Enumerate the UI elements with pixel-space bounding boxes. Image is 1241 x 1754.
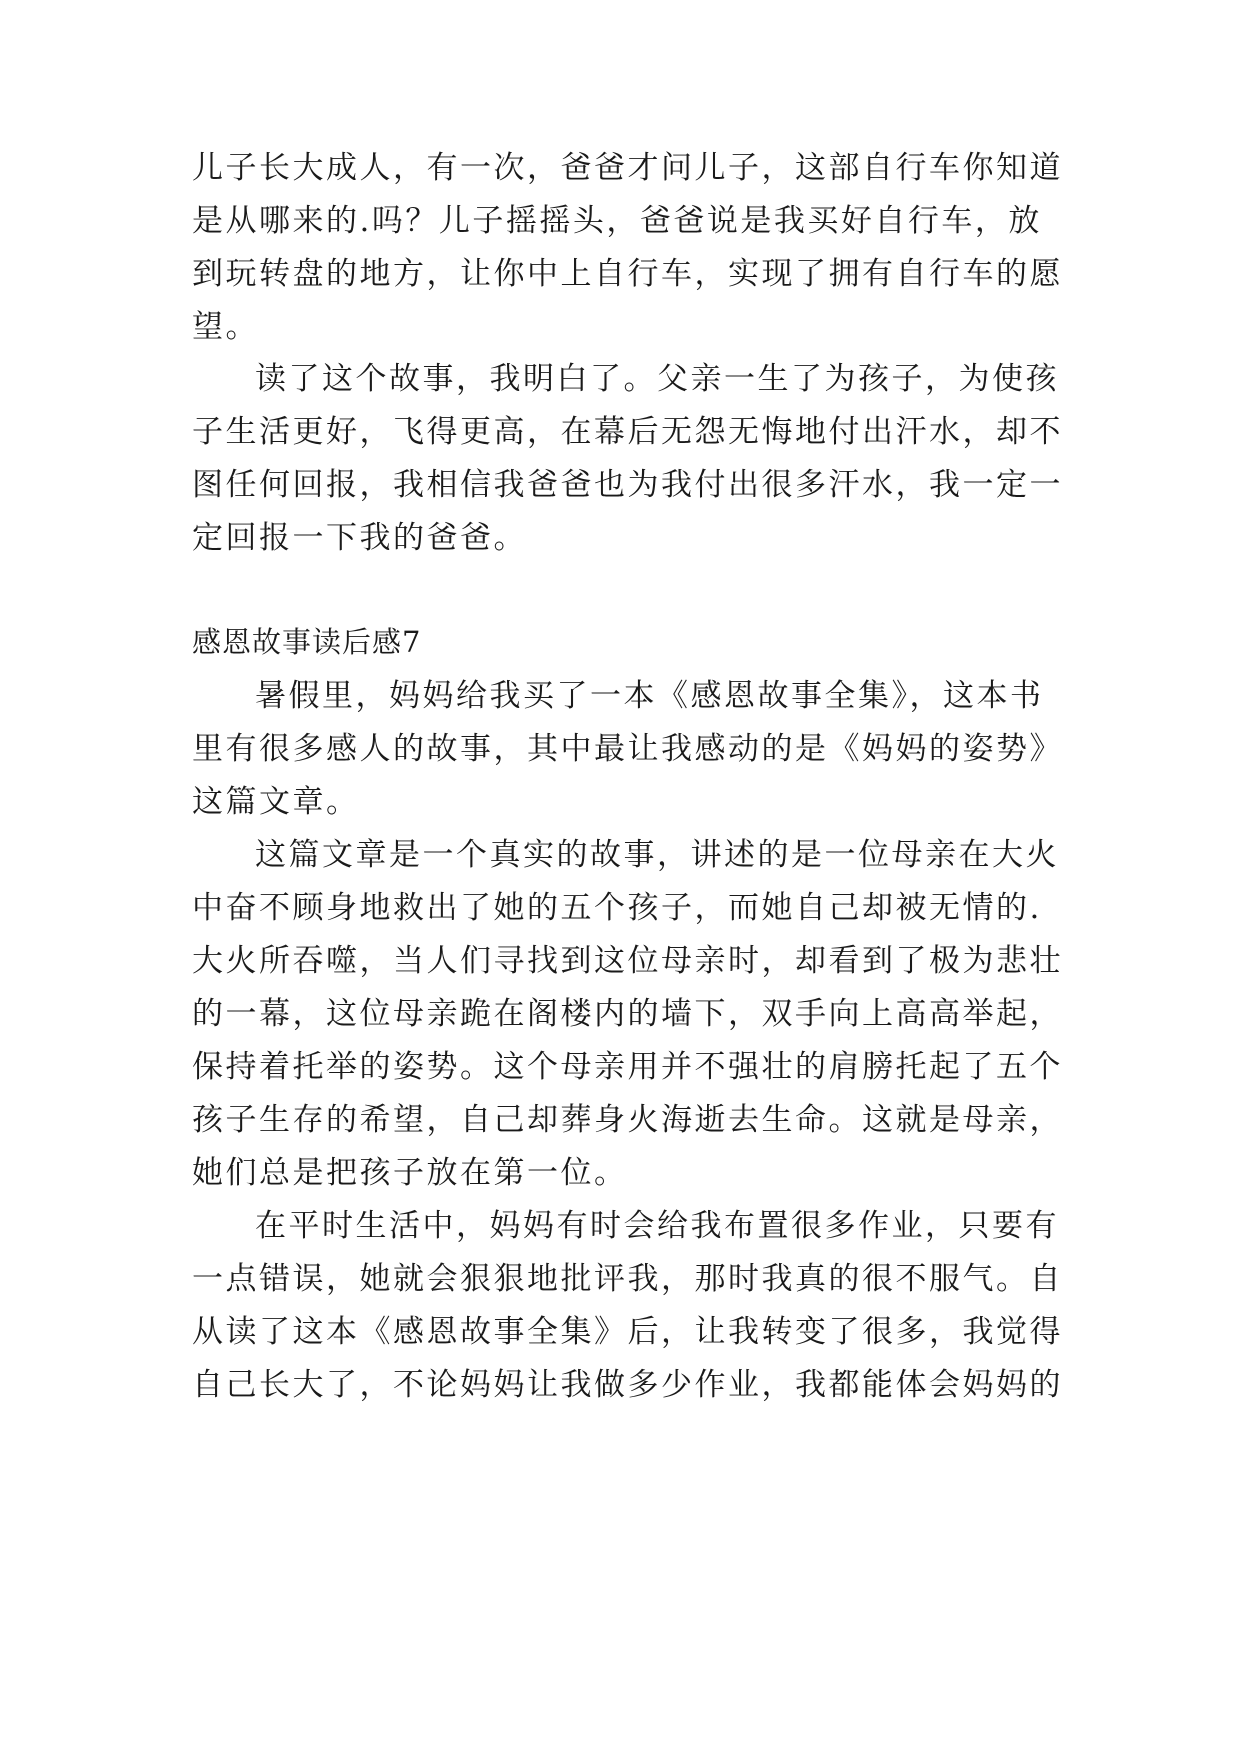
text-line: 这篇文章是一个真实的故事，讲述的是一位母亲在大火 — [255, 837, 1059, 873]
text-line: 保持着托举的姿势。这个母亲用并不强壮的肩膀托起了五个 — [192, 1049, 1063, 1085]
text-line: 孩子生存的希望，自己却葬身火海逝去生命。这就是母亲， — [192, 1102, 1063, 1138]
text-line: 是从哪来的.吗？儿子摇摇头，爸爸说是我买好自行车，放 — [192, 203, 1042, 239]
text-line: 的一幕，这位母亲跪在阁楼内的墙下，双手向上高高举起， — [192, 996, 1063, 1032]
text-line: 到玩转盘的地方，让你中上自行车，实现了拥有自行车的愿 — [192, 256, 1063, 292]
text-line: 定回报一下我的爸爸。 — [192, 520, 527, 556]
text-line: 读了这个故事，我明白了。父亲一生了为孩子，为使孩 — [255, 361, 1059, 397]
text-line: 中奋不顾身地救出了她的五个孩子，而她自己却被无情的. — [192, 890, 1042, 926]
text-line: 图任何回报，我相信我爸爸也为我付出很多汗水，我一定一 — [192, 467, 1063, 503]
text-line: 儿子长大成人，有一次，爸爸才问儿子，这部自行车你知道 — [192, 150, 1063, 186]
text-line: 子生活更好，飞得更高，在幕后无怨无悔地付出汗水，却不 — [192, 414, 1063, 450]
text-line: 她们总是把孩子放在第一位。 — [192, 1155, 628, 1191]
text-line: 里有很多感人的故事，其中最让我感动的是《妈妈的姿势》 — [192, 731, 1063, 767]
text-line: 自己长大了，不论妈妈让我做多少作业，我都能体会妈妈的 — [192, 1367, 1063, 1403]
text-line: 在平时生活中，妈妈有时会给我布置很多作业，只要有 — [255, 1208, 1059, 1244]
text-line: 从读了这本《感恩故事全集》后，让我转变了很多，我觉得 — [192, 1314, 1063, 1350]
section-heading: 感恩故事读后感7 — [192, 625, 422, 659]
text-line: 一点错误，她就会狠狠地批评我，那时我真的很不服气。自 — [192, 1261, 1063, 1297]
text-line: 暑假里，妈妈给我买了一本《感恩故事全集》，这本书 — [255, 678, 1044, 714]
text-line: 望。 — [192, 309, 259, 345]
text-line: 这篇文章。 — [192, 784, 360, 820]
text-line: 大火所吞噬，当人们寻找到这位母亲时，却看到了极为悲壮 — [192, 943, 1063, 979]
